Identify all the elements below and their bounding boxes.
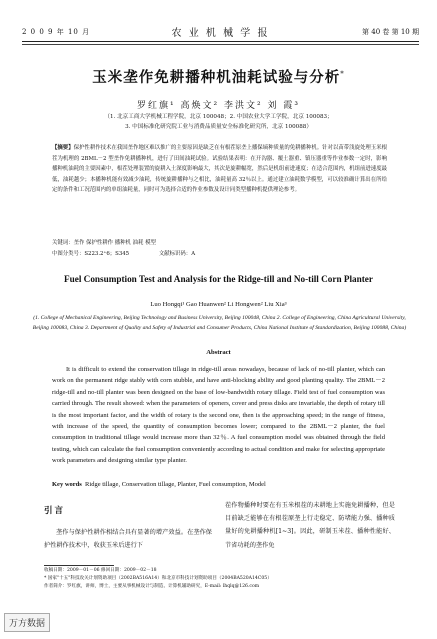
clc-number: 中图分类号：S223.2⁺6；S345 [52,251,130,257]
affiliation-cn-1: （1. 北京工商大学机械工程学院，北京 100048；2. 中国农业大学工学院，北京 100083； [104,114,333,120]
running-header [22,26,419,38]
footnote-author: 作者简介：罗红旗，讲师，博士，主要从事机械设计与制造、计算机辅助研究，E-mail: lhqlq@126.com [44,584,260,589]
authors-en: Luo Hongqi¹ Gao Huanwen² Li Hongwen² Liu Xia³ [150,301,287,308]
abstract-cn-label: 【摘要】 [52,145,74,151]
header-volume: 第 40 卷 第 10 期 [362,28,419,36]
authors-cn: 罗红旗¹ 高焕文² 李洪文² 刘 霞³ [137,101,300,111]
intro-left-text [44,526,212,552]
abstract-en-text: It is difficult to extend the conservation tillage in ridge-till areas nowadays, because of lack of no-till planter, which can work on the permanent ridge stably with corn stubble, and have anti-blocking ability and good planting quality. The 2BML－2 ridge-till and no-till planter was been designed on the base of low-bandwidth rotary tillage. Field test of fuel consumption was carried through. The result showed: when the parameters of openers, cover and press disks are invariable, the depth of rotary till is the most important factor, and the width of rotary is the second one, then is the approaching speed; in the range of fitness, with increase of the speed, the quantity of consumption becomes lower; compared to the 2BML－2 planter, the fuel consumption in traditional tillage would increase more than 32％. A fuel consumption model was obtained through the field testing, which can calculate the fuel consumption conveniently according to actual condition and make for selecting appropriate work parameters and designing similar type planter. [52,366,385,465]
intro-right-text: 茬作物播种时要在有玉米根茬的未耕地上实施免耕播种，但是目前缺乏能够在有根茬原垄上行走稳定、防堵能力强、播种质量好的免耕播种机[1~3]。因此，研制玉米茬、播种性能好、节省功耗的垄作免 [225,502,395,549]
footnote-funding: * 国家"十五"科技攻关计划资助项目（2002BA516A14）和北京市科技计划资助项目（2004BA520A14C05） [44,576,272,581]
title-cn [0,66,437,87]
keywords-en-text: Ridge tillage, Conservation tillage, Planter, Fuel consumption, Model [85,481,266,488]
keywords-cn: 关键词：垄作 保护性耕作 播种机 油耗 模型 [52,240,156,246]
body-column-left [44,499,212,553]
abstract-cn [52,143,387,196]
watermark-label: 万方数据 [4,613,50,632]
keywords-en [52,481,385,488]
header-date: 2 0 0 9 年 10 月 [22,28,91,36]
title-en: Fuel Consumption Test and Analysis for the Ridge-till and No-till Corn Planter [64,274,373,284]
classification-cn [52,249,387,257]
header-rule [22,41,419,42]
document-code: 文献标识码：A [158,251,196,257]
header-rule-thin [22,44,419,45]
abstract-en-heading: Abstract [206,349,231,356]
affiliation-cn-2: 3. 中国标准化研究院工业与消费品质量安全标准化研究所，北京 100088） [125,124,312,130]
keywords-en-label: Key words [52,481,82,488]
intro-heading: 引言 [44,506,66,516]
abstract-cn-text: 保护性耕作技术在我国垄作地区难以推广的主要原因是缺乏在有根茬原垄上播保墒种质量的免耕播种机。针对以苗带浅旋处理玉米根茬为机理的 2BML－2 型垄作免耕播种机，进行了田间油耗试验。试验结果表明：在开沟器、覆土器重、镇压器重等作业参数一定时，影响播种机油耗的主要因素中，根茬处理装置的旋耕入土深度影响最大，其次是旋耕幅宽，然后是机组前进速度；在适合范围内，机组前进速度最低，油耗越少；本播种机能有效减少油耗，传统旋耕播种与之相比，油耗量高 32％以上。通过建立油耗数学模型，可以较准确计算出在所给定的条件和工况范围内的单组油耗量，同时可为选择合适的作业参数及设计同类型播种机提供理论参考。 [52,145,387,194]
footnote-dates: 收稿日期：2009－01－06 修回日期：2009－02－18 [44,568,157,573]
footnote-rule [44,565,114,566]
title-cn-text: 玉米垄作免耕播种机油耗试验与分析 [92,69,341,86]
abstract-en [52,364,385,467]
affiliations-en: (1. College of Mechanical Engineering, Beijing Technology and Business University, Beijing 100048, China 2. College of Engineering, China Agricultural University, Beijing 100083, China 3. Department of Quality and Safety of Industrial and Consumer Products, China National Institute of Standardization, Beijing 100088, China) [32,315,407,331]
header-journal: 农 业 机 械 学 报 [171,28,270,39]
intro-left-paragraph: 垄作与保护性耕作相结合具有显著的增产效益。在垄作保护性耕作技术中，收获玉米后进行下 [44,529,212,550]
title-cn-mark: * [340,70,345,79]
body-column-right [225,499,395,552]
